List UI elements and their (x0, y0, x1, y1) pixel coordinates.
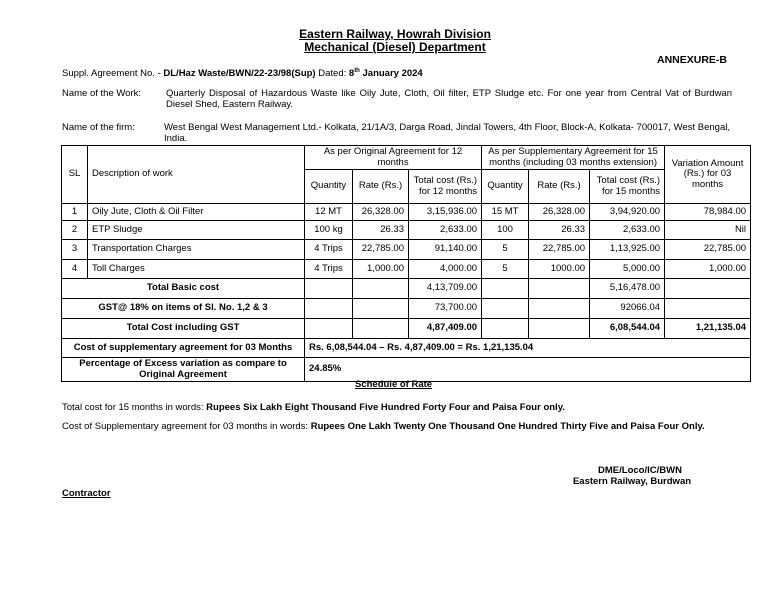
row-total-15: 2,633.00 (590, 221, 665, 240)
total-incl-gst-12: 4,87,409.00 (409, 319, 482, 339)
supplementary-cost-row (62, 339, 751, 358)
work-line (62, 88, 742, 110)
header-sl: SL (62, 146, 88, 204)
header-supplementary: As per Supplementary Agreement for 15 months (including 03 months extension) (482, 146, 665, 170)
row-description: ETP Sludge (88, 221, 305, 240)
row-quantity: 100 kg (305, 221, 353, 240)
work-label: Name of the Work: (62, 88, 142, 99)
row-rate-2: 22,785.00 (529, 240, 590, 260)
row-quantity-2: 5 (482, 240, 529, 260)
row-total-15: 5,000.00 (590, 260, 665, 279)
row-description: Toll Charges (88, 260, 305, 279)
empty-cell (529, 299, 590, 319)
basic-cost-12: 4,13,709.00 (409, 279, 482, 299)
agreement-number: DL/Haz Waste/BWN/22-23/98(Sup) (163, 68, 316, 80)
basic-cost-15: 5,16,478.00 (590, 279, 665, 299)
gst-label: GST@ 18% on items of Sl. No. 1,2 & 3 (62, 299, 305, 319)
row-quantity: 4 Trips (305, 240, 353, 260)
signatory-line-1: DME/Loco/IC/BWN (598, 465, 682, 476)
firm-label: Name of the firm: (62, 122, 135, 133)
empty-cell (665, 299, 751, 319)
supplementary-cost-label: Cost of supplementary agreement for 03 Months (62, 339, 305, 358)
empty-cell (305, 319, 353, 339)
firm-line (62, 122, 742, 144)
row-rate-2: 26,328.00 (529, 204, 590, 221)
row-sl: 1 (62, 204, 88, 221)
annexure-label: ANNEXURE-B (657, 54, 728, 66)
row-sl: 2 (62, 221, 88, 240)
empty-cell (665, 279, 751, 299)
contractor-label: Contractor (62, 488, 111, 499)
header-total-15: Total cost (Rs.) for 15 months (590, 170, 665, 204)
words-2-label: Cost of Supplementary agreement for 03 months in words: (62, 421, 309, 432)
row-rate: 22,785.00 (353, 240, 409, 260)
empty-cell (353, 319, 409, 339)
table-row (62, 204, 751, 221)
schedule-title: Schedule of Rate (355, 379, 433, 390)
row-description: Transportation Charges (88, 240, 305, 260)
total-incl-gst-variation: 1,21,135.04 (665, 319, 751, 339)
percentage-value: 24.85% (305, 358, 751, 382)
percentage-label: Percentage of Excess variation as compare to Original Agreement (62, 358, 305, 382)
empty-cell (529, 279, 590, 299)
row-rate-2: 1000.00 (529, 260, 590, 279)
total-incl-gst-label: Total Cost including GST (62, 319, 305, 339)
header-line2: Mechanical (Diesel) Department (304, 40, 486, 54)
words-line-1 (62, 402, 565, 413)
row-quantity-2: 15 MT (482, 204, 529, 221)
row-quantity-2: 5 (482, 260, 529, 279)
agreement-date-day: 8 (348, 68, 355, 80)
row-variation: Nil (665, 221, 751, 240)
row-total-12: 4,000.00 (409, 260, 482, 279)
words-2-value: Rupees One Lakh Twenty One Thousand One Hundred Thirty Five and Paisa Four Only. (310, 421, 705, 432)
header-original: As per Original Agreement for 12 months (305, 146, 482, 170)
gst-12: 73,700.00 (409, 299, 482, 319)
row-rate: 26,328.00 (353, 204, 409, 221)
row-description: Oily Jute, Cloth & Oil Filter (88, 204, 305, 221)
agreement-date-suffix: th (354, 68, 360, 74)
table-row (62, 260, 751, 279)
basic-cost-label: Total Basic cost (62, 279, 305, 299)
row-quantity: 12 MT (305, 204, 353, 221)
agreement-label: Suppl. Agreement No. - (62, 68, 161, 80)
firm-text: West Bengal West Management Ltd.- Kolkata, 21/1A/3, Darga Road, Jindal Towers, 4th Floor, Block-A, Kolkata- 700017, West Bengal, India. (164, 122, 730, 144)
words-line-2 (62, 421, 705, 432)
row-sl: 3 (62, 240, 88, 260)
percentage-row (62, 358, 751, 382)
empty-cell (482, 279, 529, 299)
empty-cell (353, 279, 409, 299)
header-line1: Eastern Railway, Howrah Division (299, 27, 491, 41)
row-total-15: 1,13,925.00 (590, 240, 665, 260)
row-variation: 1,000.00 (665, 260, 751, 279)
empty-cell (482, 319, 529, 339)
header-rate-2: Rate (Rs.) (529, 170, 590, 204)
work-text: Quarterly Disposal of Hazardous Waste like Oily Jute, Cloth, Oil filter, ETP Sludge etc. For one year from Central Vat of Burdwan Diesel Shed, Eastern Railway. (166, 88, 732, 110)
row-rate: 26.33 (353, 221, 409, 240)
header-variation: Variation Amount (Rs.) for 03 months (665, 146, 751, 204)
total-incl-gst-row (62, 319, 751, 339)
header-quantity-2: Quantity (482, 170, 529, 204)
gst-row (62, 299, 751, 319)
words-1-label: Total cost for 15 months in words: (62, 402, 204, 413)
row-variation: 78,984.00 (665, 204, 751, 221)
table-row (62, 240, 751, 260)
empty-cell (305, 299, 353, 319)
supplementary-cost-value: Rs. 6,08,544.04 – Rs. 4,87,409.00 = Rs. 1,21,135.04 (305, 339, 751, 358)
header-total-12: Total cost (Rs.) for 12 months (409, 170, 482, 204)
schedule-table (61, 145, 751, 382)
total-incl-gst-15: 6,08,544.04 (590, 319, 665, 339)
row-sl: 4 (62, 260, 88, 279)
row-rate: 1,000.00 (353, 260, 409, 279)
empty-cell (305, 279, 353, 299)
table-row (62, 221, 751, 240)
header-quantity: Quantity (305, 170, 353, 204)
header-description: Description of work (88, 146, 305, 204)
row-quantity-2: 100 (482, 221, 529, 240)
row-quantity: 4 Trips (305, 260, 353, 279)
row-total-15: 3,94,920.00 (590, 204, 665, 221)
row-variation: 22,785.00 (665, 240, 751, 260)
agreement-date-rest: January 2024 (362, 68, 423, 80)
words-1-value: Rupees Six Lakh Eight Thousand Five Hundred Forty Four and Paisa Four only. (206, 402, 565, 413)
basic-cost-row (62, 279, 751, 299)
empty-cell (482, 299, 529, 319)
empty-cell (353, 299, 409, 319)
header-rate: Rate (Rs.) (353, 170, 409, 204)
row-total-12: 2,633.00 (409, 221, 482, 240)
agreement-line (62, 66, 423, 79)
signatory-line-2: Eastern Railway, Burdwan (572, 476, 692, 487)
gst-15: 92066.04 (590, 299, 665, 319)
row-total-12: 91,140.00 (409, 240, 482, 260)
row-rate-2: 26.33 (529, 221, 590, 240)
empty-cell (529, 319, 590, 339)
agreement-dated-label: Dated: (318, 68, 347, 80)
row-total-12: 3,15,936.00 (409, 204, 482, 221)
